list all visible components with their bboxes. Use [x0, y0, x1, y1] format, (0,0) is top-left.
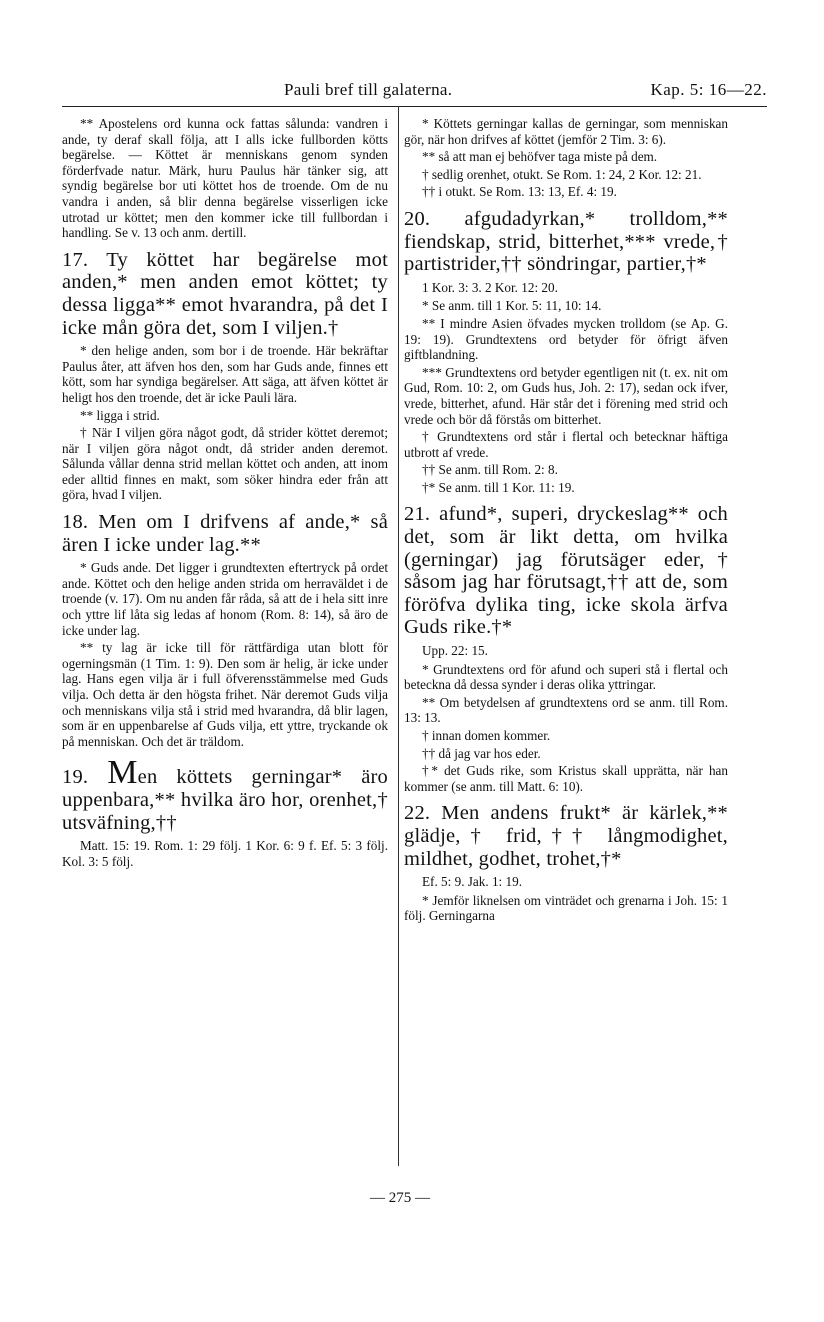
footnote: † innan domen kommer. — [422, 728, 551, 743]
drop-capital: M — [107, 754, 138, 792]
page-number: — 275 — — [370, 1190, 430, 1206]
footnote: ** ligga i strid. — [80, 407, 160, 423]
verse-19 — [62, 754, 389, 834]
footnote: †† i otukt. Se Rom. 13: 13, Ef. 4: 19. — [422, 184, 617, 200]
verse-number: 19. — [62, 766, 89, 789]
verse-17: 17. Ty köttet har begärelse mot anden,* men anden emot köttet; ty dessa ligga** emot hvarandra, på det I icke mån göra det, som I viljen.† — [62, 248, 388, 339]
footnote: ** Om betydelsen af grundtextens ord se anm. till Rom. 13: 13. — [404, 694, 728, 726]
footnote: †* det Guds rike, som Kristus skall upprätta, när han kommer (se anm. till Matt. 6: 10). — [404, 763, 728, 794]
footnote: * Köttets gerningar kallas de gerningar, som menniskan gör, när hon drifves af köttet (jemför 2 Tim. 3: 6). — [404, 116, 728, 147]
footnote: * Guds ande. Det ligger i grundtexten eftertryck på ordet ande. Köttet och den helige anden strida om herraväldet i de troende (v. 17). Om nu anden får råda, så att de i hela sitt inre och yttre lif låta sig ledas af honom (Rom. 8: 14), så äro de icke under lag. — [62, 560, 388, 638]
footnote: * Grundtextens ord för afund och superi stå i flertal och beteckna då dessa synder i deras olika yttringar. — [404, 661, 728, 693]
footnote: * Se anm. till 1 Kor. 5: 11, 10: 14. — [422, 298, 602, 314]
footnote: * Jemför liknelsen om vinträdet och grenarna i Joh. 15: 1 följ. Gerningarna — [404, 892, 728, 924]
footnote: †† Se anm. till Rom. 2: 8. — [422, 462, 558, 478]
footnote: ** ty lag är icke till för rättfärdiga utan blott för ogerningsmän (1 Tim. 1: 9). Den som är helig, är icke under lag. Hans egen vilja är i full öfverensstämmelse med Guds vilja. Och detta är den högsta frihet. När deremot Guds vilja och menniskans vilja stå i strid med hvarandra, då blir lagen, som är en uppenbarelse af Guds vilja, ett yttre, tryckande ok på menniskan. Och det är träldom. — [62, 640, 388, 749]
verse-text: en köttets gerningar* äro uppenbara,** hvilka äro hor, orenhet,† utsväfning,†† — [62, 766, 389, 834]
footnote: ** I mindre Asien öfvades mycken trolldom (se Ap. G. 19: 19). Grundtextens ord betyder för öfrigt äfven giftblandning. — [404, 315, 728, 363]
footnote: †* Se anm. till 1 Kor. 11: 19. — [422, 479, 575, 495]
cross-reference: Matt. 15: 19. Rom. 1: 29 följ. 1 Kor. 6: 9 f. Ef. 5: 3 följ. Kol. 3: 5 följ. — [62, 838, 388, 869]
running-header — [62, 80, 767, 108]
footnote: *** Grundtextens ord betyder egentligen nit (t. ex. nit om Gud, Rom. 10: 2, om Guds hus, Joh. 2: 17), sedan ock ifver, vrede, bitterhet, afund. Här står det i förening med strid och vrede och bör då förstås om bitterhet. — [404, 364, 728, 427]
header-rule — [62, 106, 767, 107]
verse-18: 18. Men om I drifvens af ande,* så ären I icke under lag.** — [62, 511, 388, 556]
footnote: †† då jag var hos eder. — [422, 745, 541, 761]
verse-22: 22. Men andens frukt* är kärlek,** glädje,† frid,†† långmodighet, mildhet, godhet, trohet,†* — [404, 802, 728, 870]
left-column — [62, 116, 388, 872]
footnote: † Grundtextens ord står i flertal och betecknar häftiga utbrott af vrede. — [404, 429, 728, 460]
footnote: † När I viljen göra något godt, då strider köttet deremot; när I viljen göra något ondt, då strider anden deremot. Sålunda vållar denna strid mellan köttet och anden, att inom eder alltid finnes en makt, som söker hindra eder från att göra, hvad I viljen. — [62, 425, 388, 503]
footnote: * den helige anden, som bor i de troende. Här bekräftar Paulus åter, att äfven hos den, som har Guds ande, finnes ett kött, som har syndiga begärelser. Att säga, att äfven köttet är heligt hos den troende, det är icke Pauli lära. — [62, 343, 388, 405]
right-column — [404, 116, 728, 926]
footnote: ** så att man ej behöfver taga miste på dem. — [422, 149, 658, 165]
verse-21: 21. afund*, superi, dryckeslag** och det, som är likt detta, om hvilka (gerningar) jag förutsäger eder,† såsom jag har förutsagt,†† att de, som föröfva dylika ting, icke skola ärfva Guds rike.†* — [404, 503, 728, 639]
chapter-reference: Kap. 5: 16—22. — [650, 80, 767, 99]
cross-reference: Upp. 22: 15. — [422, 643, 488, 659]
page-title: Pauli bref till galaterna. — [284, 80, 453, 99]
column-divider — [398, 106, 399, 1166]
footnote: † sedlig orenhet, otukt. Se Rom. 1: 24, 2 Kor. 12: 21. — [422, 166, 702, 182]
cross-reference: Ef. 5: 9. Jak. 1: 19. — [422, 874, 522, 890]
verse-20: 20. afgudadyrkan,* trolldom,** fiendskap, strid, bitterhet,*** vrede,† partistrider,†† söndringar, partier,†* — [404, 207, 728, 276]
footnote: ** Apostelens ord kunna ock fattas sålunda: vandren i ande, ty deraf skall följa, att I alls icke fullborden kötts begärelse. — Köttet är menniskans genom synden förderfvade natur. Märk, huru Paulus här tänker sig, att syndig begärelse bor uti köttet hos de troende. Om de nu vandra i anden, så blir denna begärelse visserligen icke utrotad ur köttet; men den kommer icke till fullbordan i handling. Se v. 13 och anm. dertill. — [62, 116, 388, 241]
cross-reference: 1 Kor. 3: 3. 2 Kor. 12: 20. — [422, 279, 558, 295]
